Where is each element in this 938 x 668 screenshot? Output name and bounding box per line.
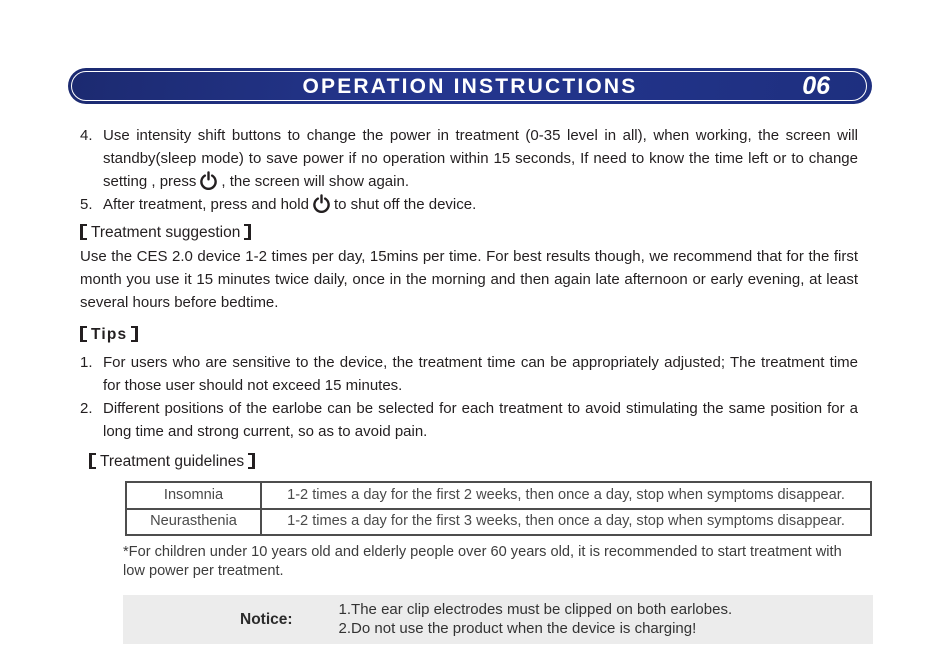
item-text: Different positions of the earlobe can be selected for each treatment to avoid stimulating the same position for a long time and strong current, so as to avoid pain. — [103, 400, 858, 440]
item-number: 1. — [80, 354, 93, 371]
table-cell-instruction: 1-2 times a day for the first 2 weeks, then once a day, stop when symptoms disappear. — [261, 482, 871, 509]
notice-lines — [339, 601, 733, 638]
item-text-segment: to shut off the device. — [333, 196, 477, 213]
heading-label: Tips — [91, 326, 128, 343]
item-number: 4. — [80, 127, 93, 144]
guidelines-table — [125, 481, 872, 536]
page-body — [80, 124, 858, 644]
tips-heading — [80, 323, 858, 346]
notice-line: 2.Do not use the product when the device is charging! — [338, 619, 697, 637]
item-number: 5. — [80, 196, 93, 213]
bracket-right-icon — [244, 224, 251, 240]
bracket-left-icon — [80, 326, 87, 342]
guidelines-heading — [89, 450, 858, 473]
notice-label: Notice: — [240, 611, 293, 628]
power-icon — [312, 194, 331, 213]
power-icon — [199, 171, 218, 190]
notice-line: 1.The ear clip electrodes must be clipped on both earlobes. — [338, 601, 733, 618]
table-cell-condition: Insomnia — [126, 482, 261, 509]
tips-list — [80, 351, 858, 443]
instruction-item-5 — [80, 193, 858, 216]
treatment-suggestion-heading — [80, 221, 858, 244]
bracket-left-icon — [89, 453, 96, 469]
notice-box — [123, 595, 873, 644]
item-text-segment: Use intensity shift buttons to change the power in treatment (0-35 level in all), when working, the screen will standby(sleep mode) to save power if no operation within 15 seconds, If need to know the time left or to change setting , press — [103, 127, 858, 190]
heading-label: Treatment guidelines — [100, 453, 245, 470]
bracket-right-icon — [131, 326, 138, 342]
tip-item-2 — [80, 397, 858, 443]
guidelines-footnote: *For children under 10 years old and elderly people over 60 years old, it is recommended to start treatment with low power per treatment. — [123, 544, 842, 579]
instruction-item-4 — [80, 124, 858, 193]
treatment-suggestion-body: Use the CES 2.0 device 1-2 times per day, 15mins per time. For best results though, we recommend that for the first month you use it 15 minutes twice daily, once in the morning and then again late afternoon or early evening, at least several hours before bedtime. — [80, 248, 858, 311]
heading-label: Treatment suggestion — [91, 224, 241, 241]
bracket-right-icon — [248, 453, 255, 469]
page-title: OPERATION INSTRUCTIONS — [302, 74, 638, 98]
item-text — [103, 193, 858, 216]
item-text: For users who are sensitive to the device, the treatment time can be appropriately adjusted; The treatment time for those user should not exceed 15 minutes. — [103, 354, 858, 394]
item-number: 2. — [80, 400, 93, 417]
bracket-left-icon — [80, 224, 87, 240]
header-bar — [68, 68, 872, 104]
item-text — [103, 124, 858, 193]
page-number: 06 — [802, 72, 830, 100]
tip-item-1 — [80, 351, 858, 397]
item-text-segment: , the screen will show again. — [221, 173, 409, 190]
item-text-segment: After treatment, press and hold — [103, 196, 309, 213]
table-cell-instruction: 1-2 times a day for the first 3 weeks, then once a day, stop when symptoms disappear. — [261, 509, 871, 536]
table-cell-condition: Neurasthenia — [126, 509, 261, 536]
